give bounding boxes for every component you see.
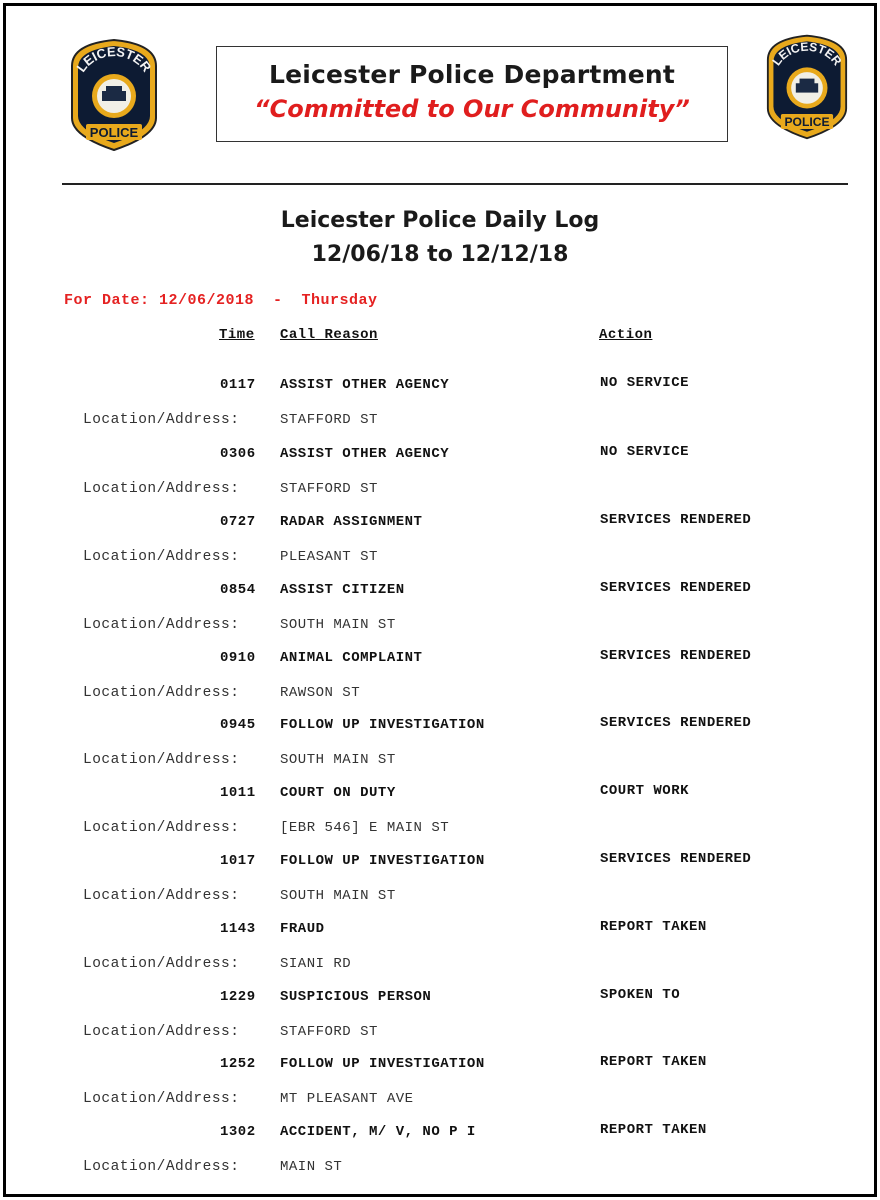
entry-location: PLEASANT ST (280, 549, 378, 565)
entry-time: 0910 (220, 650, 256, 666)
log-entry (0, 514, 880, 582)
entry-location: MT PLEASANT AVE (280, 1091, 414, 1107)
police-badge-left (64, 36, 164, 154)
entry-action: REPORT TAKEN (600, 1054, 707, 1070)
log-entry (0, 582, 880, 650)
entry-action: SPOKEN TO (600, 987, 681, 1003)
log-date-range: 12/06/18 to 12/12/18 (311, 242, 569, 267)
divider (62, 183, 848, 185)
entry-action: SERVICES RENDERED (600, 512, 752, 528)
entry-location-label: Location/Address: (83, 1024, 240, 1040)
entry-call-reason: FOLLOW UP INVESTIGATION (280, 853, 485, 869)
entry-action: REPORT TAKEN (600, 1122, 707, 1138)
entry-location: SOUTH MAIN ST (280, 617, 396, 633)
entry-time: 0945 (220, 717, 256, 733)
entry-location: SIANI RD (280, 956, 352, 972)
entry-time: 0854 (220, 582, 256, 598)
entry-location: [EBR 546] E MAIN ST (280, 820, 450, 836)
entry-time: 1011 (220, 785, 256, 801)
entry-location: SOUTH MAIN ST (280, 888, 396, 904)
log-entry (0, 921, 880, 989)
entry-call-reason: SUSPICIOUS PERSON (280, 989, 432, 1005)
log-title: Leicester Police Daily Log (280, 208, 600, 233)
entry-call-reason: FOLLOW UP INVESTIGATION (280, 1056, 485, 1072)
entry-location-label: Location/Address: (83, 617, 240, 633)
entry-call-reason: ASSIST CITIZEN (280, 582, 405, 598)
entry-action: REPORT TAKEN (600, 919, 707, 935)
entry-action: SERVICES RENDERED (600, 580, 752, 596)
department-motto: “Committed to Our Community” (254, 95, 690, 123)
entry-location: STAFFORD ST (280, 412, 378, 428)
column-header-reason: Reason (324, 327, 378, 343)
entry-location-label: Location/Address: (83, 752, 240, 768)
entry-call-reason: ANIMAL COMPLAINT (280, 650, 423, 666)
entry-action: COURT WORK (600, 783, 690, 799)
svg-text:POLICE: POLICE (784, 115, 830, 130)
log-entry (0, 853, 880, 921)
entry-location: MAIN ST (280, 1159, 343, 1175)
entry-action: NO SERVICE (600, 375, 690, 391)
entry-call-reason: COURT ON DUTY (280, 785, 396, 801)
column-header-call: Call (280, 327, 316, 343)
entry-time: 1143 (220, 921, 256, 937)
entry-call-reason: RADAR ASSIGNMENT (280, 514, 423, 530)
entry-time: 0727 (220, 514, 256, 530)
log-entry (0, 377, 880, 445)
entry-action: NO SERVICE (600, 444, 690, 460)
entry-call-reason: FRAUD (280, 921, 325, 937)
entry-time: 0117 (220, 377, 256, 393)
entry-location-label: Location/Address: (83, 820, 240, 836)
log-entry (0, 446, 880, 514)
entry-location-label: Location/Address: (83, 549, 240, 565)
entry-location-label: Location/Address: (83, 685, 240, 701)
entry-call-reason: ASSIST OTHER AGENCY (280, 377, 450, 393)
log-entry (0, 785, 880, 853)
entry-location: STAFFORD ST (280, 1024, 378, 1040)
svg-text:LEICESTER: LEICESTER (73, 43, 155, 75)
entry-time: 0306 (220, 446, 256, 462)
entry-action: SERVICES RENDERED (600, 715, 752, 731)
svg-text:POLICE: POLICE (89, 125, 139, 140)
department-name: Leicester Police Department (268, 60, 676, 89)
header-banner (216, 46, 728, 142)
entry-location-label: Location/Address: (83, 1091, 240, 1107)
entry-call-reason: FOLLOW UP INVESTIGATION (280, 717, 485, 733)
entry-action: SERVICES RENDERED (600, 851, 752, 867)
entry-location: SOUTH MAIN ST (280, 752, 396, 768)
log-entry (0, 989, 880, 1057)
entry-location: RAWSON ST (280, 685, 361, 701)
entry-location-label: Location/Address: (83, 412, 240, 428)
for-date-line: For Date: 12/06/2018 - Thursday (64, 292, 378, 309)
entry-location: STAFFORD ST (280, 481, 378, 497)
entry-location-label: Location/Address: (83, 888, 240, 904)
entry-time: 1252 (220, 1056, 256, 1072)
entry-action: SERVICES RENDERED (600, 648, 752, 664)
entry-location-label: Location/Address: (83, 481, 240, 497)
entry-time: 1017 (220, 853, 256, 869)
log-entry (0, 1124, 880, 1192)
entry-location-label: Location/Address: (83, 1159, 240, 1175)
entry-location-label: Location/Address: (83, 956, 240, 972)
log-entry (0, 1056, 880, 1124)
log-entry (0, 650, 880, 718)
police-badge-right (758, 32, 856, 142)
entry-time: 1229 (220, 989, 256, 1005)
entry-call-reason: ACCIDENT, M/ V, NO P I (280, 1124, 476, 1140)
column-header-action: Action (599, 327, 653, 343)
entry-call-reason: ASSIST OTHER AGENCY (280, 446, 450, 462)
entry-time: 1302 (220, 1124, 256, 1140)
log-entry (0, 717, 880, 785)
column-header-call-reason (280, 327, 378, 343)
column-header-time: Time (219, 327, 255, 343)
svg-text:LEICESTER: LEICESTER (769, 39, 845, 69)
